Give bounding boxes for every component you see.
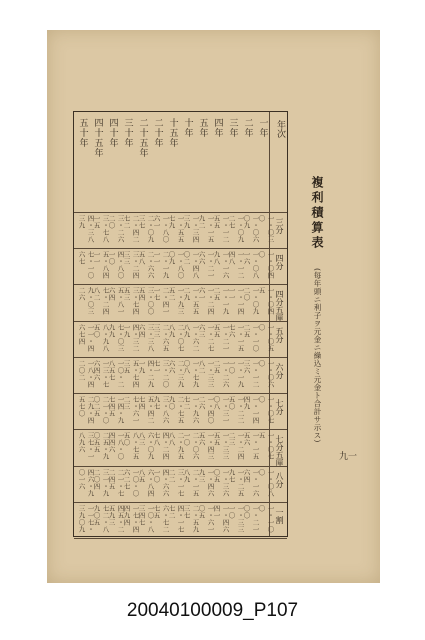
table-cell: 一・六一〇五 xyxy=(197,504,215,533)
table-cell: 九・〇三二六 xyxy=(77,287,95,316)
table-cell: 一・〇七五 xyxy=(257,432,275,461)
table-cell: 一・二四六一 xyxy=(197,287,215,316)
table-cell: 三・七四五三 xyxy=(122,287,140,316)
table-cell: 一八・〇四四六 xyxy=(107,432,125,461)
table-cell: 一・一九二五 xyxy=(212,287,230,316)
compound-interest-table xyxy=(73,111,288,537)
table-cell: 六・七二七五 xyxy=(152,504,170,533)
table-cell: 一・二七六三 xyxy=(197,323,215,352)
table-cell: 二・〇九三七 xyxy=(137,215,155,243)
table-cell: 一・四八〇二 xyxy=(182,251,200,280)
rate-header: 七分 xyxy=(275,399,284,416)
table-cell: 二一・七二四五 xyxy=(107,468,125,497)
table-cell: 四五・二五九三 xyxy=(107,504,125,533)
table-cell: 五・七四三五 xyxy=(122,359,140,388)
table-cell: 一・二一五五 xyxy=(212,323,230,352)
table-cell: 一〇・八三四七 xyxy=(137,504,155,533)
table-cell: 一・四六九三 xyxy=(197,468,215,497)
table-cell: 一・三四三九 xyxy=(182,215,200,243)
year-label: 四年 xyxy=(212,118,223,138)
table-cell: 三・三八六四 xyxy=(137,323,155,352)
table-cell: 七・六一二三 xyxy=(122,396,140,425)
page-number: 九一 xyxy=(339,452,358,462)
table-cell: 二・五九三七 xyxy=(182,504,200,533)
table-cell: 一・一二四八 xyxy=(227,251,245,280)
table-cell: 一・一二五五 xyxy=(212,215,230,243)
table-cell: 二・〇七八九 xyxy=(167,323,185,352)
table-cell: 一〇・〇六二七 xyxy=(122,468,140,497)
table-cell: 一・〇九二〇 xyxy=(242,287,260,316)
table-cell: 四・二九一九 xyxy=(137,359,155,388)
table-cell: 一・九三五二 xyxy=(167,287,185,316)
table-cell: 二五・九〇五五 xyxy=(92,432,110,461)
table-cell: 一・一五七六 xyxy=(227,323,245,352)
table-cell: 一一七・三九〇九 xyxy=(77,504,95,533)
year-label: 四十五年 xyxy=(92,118,103,158)
table-cell: 八・九八五〇 xyxy=(92,323,110,352)
table-cell: 一・〇三〇 xyxy=(257,215,275,243)
year-label: 三年 xyxy=(227,118,238,138)
row-divider xyxy=(74,393,287,394)
table-cell: 一・三六〇五 xyxy=(212,468,230,497)
year-label: 三十年 xyxy=(122,118,133,148)
rate-header: 三分 xyxy=(275,218,284,234)
row-divider xyxy=(74,248,287,249)
table-cell: 一〇・二八五七 xyxy=(107,359,125,388)
rate-header: 八分 xyxy=(275,471,284,488)
rate-header: 四分五厘 xyxy=(275,290,284,323)
table-cell: 二・四二七二 xyxy=(122,215,140,243)
table-cell: 一・〇六〇 xyxy=(257,359,275,388)
table-cell: 四・三二一九 xyxy=(122,323,140,352)
table-cell: 五・八四一一 xyxy=(92,251,110,280)
table-cell: 一・三一〇八 xyxy=(212,396,230,425)
row-divider xyxy=(74,502,287,503)
year-label: 十五年 xyxy=(167,118,178,148)
row-divider xyxy=(74,429,287,430)
table-cell: 一八・四二〇二 xyxy=(77,359,95,388)
table-cell: 一・五五二九 xyxy=(182,287,200,316)
table-cell: 一・〇八〇 xyxy=(257,468,275,497)
table-cell: 三・二〇七一 xyxy=(152,359,170,388)
table-cell: 一・六二八九 xyxy=(182,323,200,352)
table-cell: 六・八四八五 xyxy=(137,468,155,497)
year-label: 五年 xyxy=(197,118,208,138)
rate-header: 五分 xyxy=(275,326,284,343)
table-cell: 二・九五八八 xyxy=(167,432,185,461)
table-cell: 四・八〇一〇 xyxy=(107,251,125,280)
table-cell: 一・一〇二五 xyxy=(242,323,260,352)
table-cell: 一・一六六四 xyxy=(242,468,260,497)
table-cell: 一・〇九二七 xyxy=(227,215,245,243)
table-cell: 一七・四四九四 xyxy=(122,504,140,533)
table-cell: 一・二一〇〇 xyxy=(242,504,260,533)
image-caption: 20040100009_P107 xyxy=(126,600,299,621)
rate-header: 四分 xyxy=(275,254,284,271)
year-label: 二年 xyxy=(242,118,253,138)
table-cell: 五・四二七四 xyxy=(137,396,155,425)
table-cell: 三・一七二二 xyxy=(167,468,185,497)
table-cell: 二九・四五七〇 xyxy=(77,396,95,425)
table-cell: 二・三九六六 xyxy=(167,359,185,388)
table-cell: 七・一〇六七 xyxy=(77,251,95,280)
table-cell: 一・四六四一 xyxy=(212,504,230,533)
table-cell: 一・一五九二 xyxy=(197,215,215,243)
table-cell: 一・二六二五 xyxy=(212,359,230,388)
table-cell: 一・一二三六 xyxy=(242,359,260,388)
table-cell: 三・七八一五 xyxy=(92,215,110,243)
rate-header: 七分五厘 xyxy=(275,435,284,468)
table-cell: 一・一九一〇 xyxy=(227,359,245,388)
table-cell: 一・四三五六 xyxy=(197,432,215,461)
row-divider xyxy=(74,466,287,467)
table-cell: 二・〇六一〇 xyxy=(182,432,200,461)
table-cell: 一・四〇二六 xyxy=(197,396,215,425)
year-label: 二十年 xyxy=(152,118,163,148)
table-cell: 一・二二五〇 xyxy=(227,396,245,425)
rate-header: 六分 xyxy=(275,362,284,379)
table-cell: 三・二六二〇 xyxy=(107,215,125,243)
table-cell: 一三・七六四六 xyxy=(92,359,110,388)
table-cell: 一・一六九八 xyxy=(212,251,230,280)
table-cell: 一・二一六六 xyxy=(197,251,215,280)
table-cell: 七・〇三九九 xyxy=(107,323,125,352)
table-cell: 一・三三五五 xyxy=(212,432,230,461)
table-cell: 二・四一一七 xyxy=(152,287,170,316)
row-divider xyxy=(74,321,287,322)
table-cell: 四・一七七二 xyxy=(167,504,185,533)
row-divider xyxy=(74,538,287,539)
table-cell: 一・〇四〇 xyxy=(257,251,275,280)
row-divider xyxy=(74,284,287,285)
table-cell: 一・〇八一六 xyxy=(242,251,260,280)
table-cell: 一一・四六七四 xyxy=(77,323,95,352)
table-cell: 一・一四四九 xyxy=(242,396,260,425)
table-cell: 一・〇七〇 xyxy=(257,396,275,425)
table-cell: 七・二四八二 xyxy=(92,287,110,316)
table-cell: 一・〇四五 xyxy=(257,287,275,316)
table-cell: 七二・八九〇五 xyxy=(92,504,110,533)
table-cell: 一・三三八二 xyxy=(197,359,215,388)
table-cell: 三・八六九七 xyxy=(152,396,170,425)
table-cell: 二・六五三三 xyxy=(152,323,170,352)
table-cell: 二・七五九〇 xyxy=(167,396,185,425)
table-cell: 四・六六一〇 xyxy=(152,468,170,497)
table-cell: 三七・一八九六 xyxy=(77,432,95,461)
table-cell: 一・八〇〇九 xyxy=(167,251,185,280)
table-cell: 二・一五八九 xyxy=(182,468,200,497)
table-cell: 三・〇〇五四 xyxy=(137,287,155,316)
table-cell: 一・二五九七 xyxy=(227,468,245,497)
year-label: 十年 xyxy=(182,118,193,138)
table-cell: 一・〇五〇 xyxy=(257,323,275,352)
table-cell: 一四・九七四五 xyxy=(107,396,125,425)
page-title: 複利積算表 xyxy=(310,176,324,251)
table-cell: 一・一五五六 xyxy=(242,432,260,461)
table-cell: 四・二四七八 xyxy=(152,432,170,461)
table-cell: 一・三三一〇 xyxy=(227,504,245,533)
table-cell: 八・七五五〇 xyxy=(122,432,140,461)
table-cell: 六・〇九八三 xyxy=(137,432,155,461)
year-label: 二十五年 xyxy=(137,118,148,158)
table-cell: 一・五五七九 xyxy=(167,215,185,243)
year-label: 四十年 xyxy=(107,118,118,148)
rate-header: 一割 xyxy=(275,507,284,524)
row-divider xyxy=(74,357,287,358)
table-cell: 五・八一六四 xyxy=(107,287,125,316)
table-cell: 一・一四一一 xyxy=(227,287,245,316)
table-header-label: 年次 xyxy=(275,120,285,138)
table-cell: 四六・九〇一六 xyxy=(77,468,95,497)
table-cell: 一・九六七二 xyxy=(182,396,200,425)
table-cell: 一・一〇〇 xyxy=(257,504,275,533)
table-cell: 四・三八三九 xyxy=(77,215,95,243)
table-cell: 一・八〇六一 xyxy=(152,215,170,243)
table-cell: 一・二四二三 xyxy=(227,432,245,461)
table-cell: 三一・九二〇四 xyxy=(92,468,110,497)
table-cell: 二・一九一一 xyxy=(152,251,170,280)
year-label: 五十年 xyxy=(77,118,88,148)
table-cell: 二一・〇〇二五 xyxy=(92,396,110,425)
table-cell: 三・二四三三 xyxy=(122,251,140,280)
table-cell: 一・〇六〇九 xyxy=(242,215,260,243)
table-cell: 一・七九〇八 xyxy=(182,359,200,388)
year-label: 一年 xyxy=(257,118,268,138)
table-cell: 二・六六五八 xyxy=(137,251,155,280)
page-subtitle: (每年頭ニ利子ヲ元金ニ繰込ミ元金ト合計サ示ス) xyxy=(313,268,322,443)
